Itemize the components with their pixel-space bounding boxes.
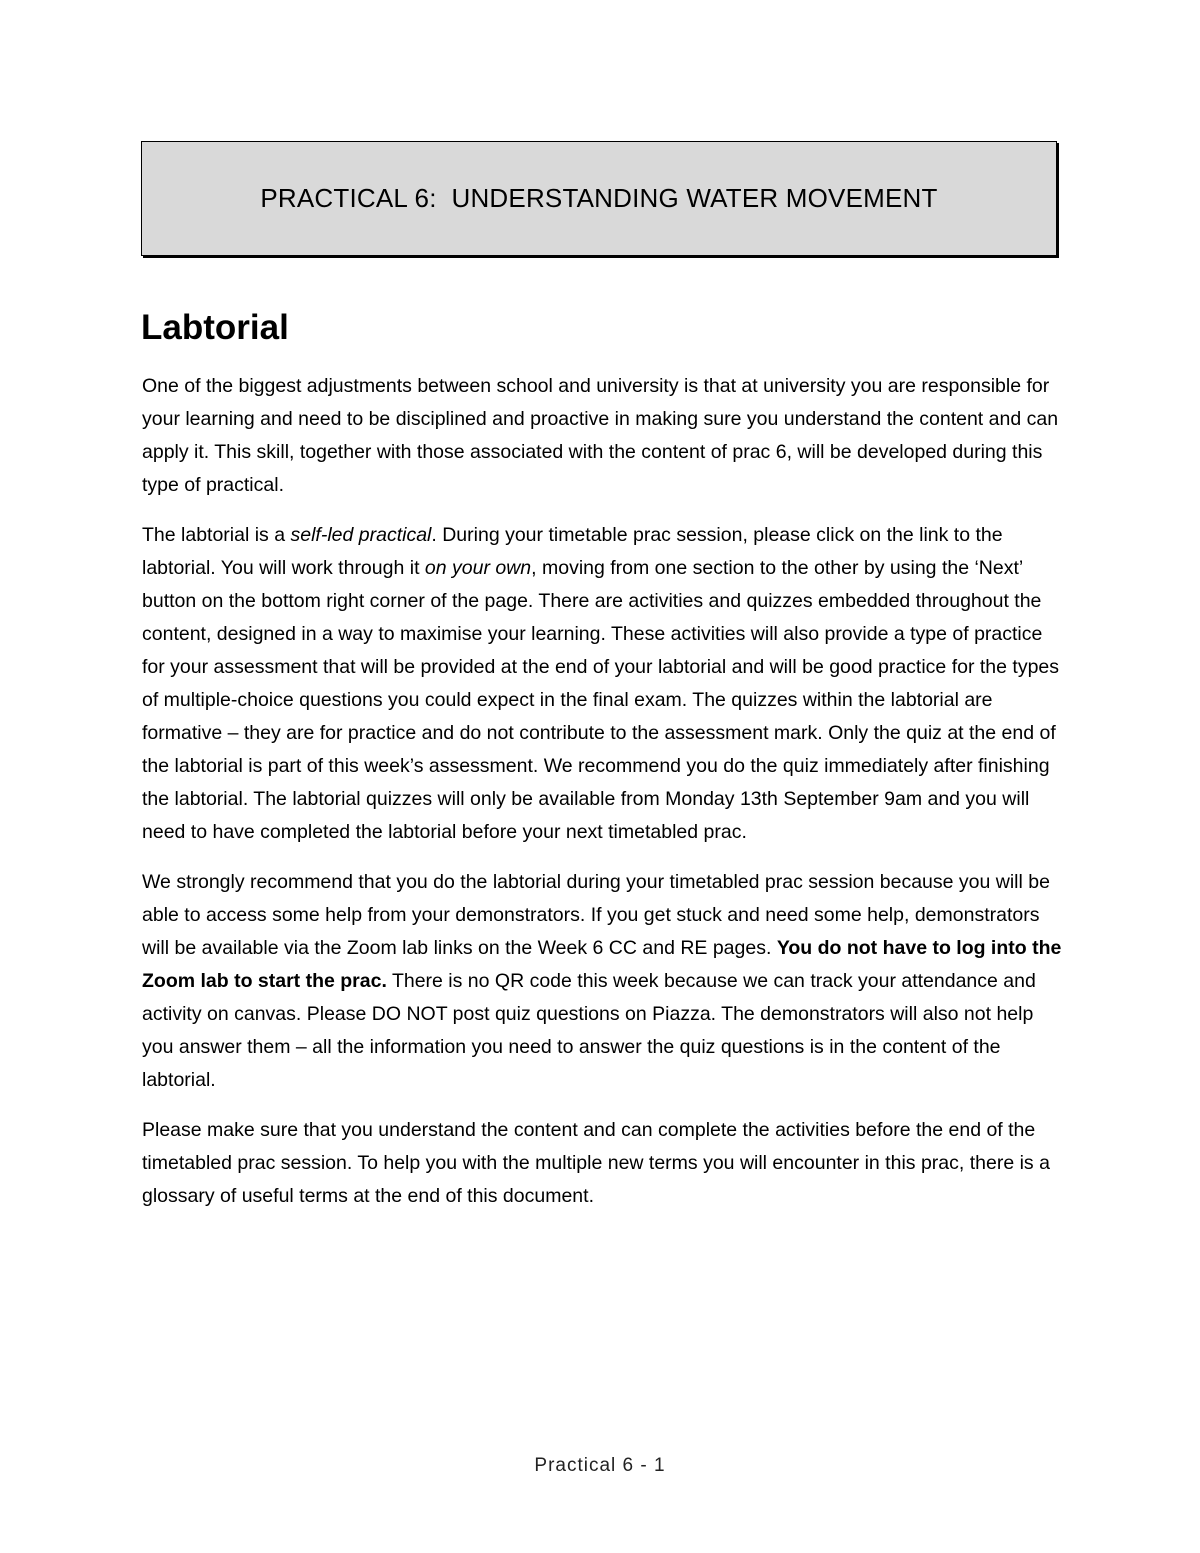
paragraph-recommendation [142,866,1062,1097]
section-heading: Labtorial [141,308,289,347]
text-segment: , moving from one section to the other by using the ‘Next’ button on the bottom right corner of the page. There are activities and quizzes embedded throughout the content, designed in a way to maximise your learning. These activities will also provide a type of practice for your assessment that will be provided at the end of your labtorial and will be good practice for the types of multiple-choice questions you could expect in the final exam. The quizzes within the labtorial are formative – they are for practice and do not contribute to the assessment mark. Only the quiz at the end of the labtorial is part of this week’s assessment. We recommend you do the quiz immediately after finishing the labtorial. The labtorial quizzes will only be available from Monday 13th September 9am and you will need to have completed the labtorial before your next timetabled prac. [142,557,1060,843]
emphasis-on-your-own: on your own [424,557,532,579]
paragraph-labtorial-description [142,519,1062,849]
page-footer: Practical 6 - 1 [534,1455,666,1476]
paragraph-intro: One of the biggest adjustments between school and university is that at university you are responsible for your learning and need to be disciplined and proactive in making sure you understand the content and can apply it. This skill, together with those associated with the content of prac 6, will be developed during this type of practical. [142,375,1059,496]
text-segment: The labtorial is a [142,524,291,546]
text-segment: . During your timetable prac session, please click on the link to the labtorial. You will work through it [142,524,1003,579]
bold-zoom-note: You do not have to log into the Zoom lab to start the prac. [142,937,1062,992]
body-content [142,370,1062,1230]
text-segment: We strongly recommend that you do the labtorial during your timetabled prac session because you will be able to access some help from your demonstrators. If you get stuck and need some help, demonstrators will be available via the Zoom lab links on the Week 6 CC and RE pages. [142,871,1050,959]
paragraph-closing: Please make sure that you understand the content and can complete the activities before the end of the timetabled prac session. To help you with the multiple new terms you will encounter in this prac, there is a glossary of useful terms at the end of this document. [142,1119,1050,1207]
emphasis-self-led: self-led practical [290,524,432,546]
title-box [141,141,1057,256]
page-title: PRACTICAL 6: UNDERSTANDING WATER MOVEMENT [260,183,938,213]
text-segment: There is no QR code this week because we can track your attendance and activity on canvas. Please DO NOT post quiz questions on Piazza. The demonstrators will also not help you answer them – all the information you need to answer the quiz questions is in the content of the labtorial. [142,970,1036,1091]
